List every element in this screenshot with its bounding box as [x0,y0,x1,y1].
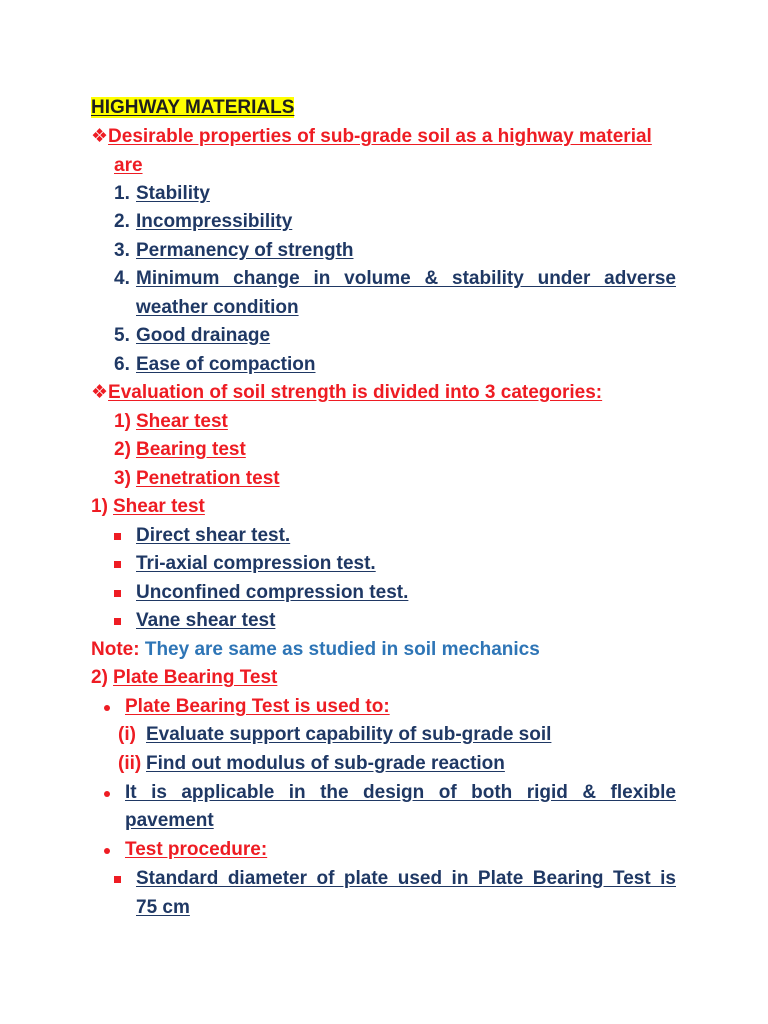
plate-heading: 2) Plate Bearing Test [91,667,278,688]
square-bullet-icon [114,618,121,625]
list-item: (ii) Find out modulus of sub-grade reaction [118,753,505,774]
list-item: 2) Bearing test [114,439,246,460]
title-text: HIGHWAY MATERIALS [91,97,295,118]
list-item: (i) Evaluate support capability of sub-grade soil [118,724,552,745]
round-bullet-icon [104,791,110,797]
shear-heading: 1) Shear test [91,496,205,517]
diamond-bullet-icon: ❖ [91,382,109,403]
section1-heading: ❖Desirable properties of sub-grade soil as a highway material [91,126,652,147]
square-bullet-icon [114,533,121,540]
list-item: 1) Shear test [114,411,228,432]
document-page: HIGHWAY MATERIALS ❖Desirable properties of sub-grade soil as a highway material are 1. Stability 2. Incompressibility 3. Permanency of strength 4. Minimum change in volume & stability under adverse weather condition 5. Good drainage 6. Ease of compaction ❖Evaluation of soil strength is divided into 3 categories: 1) Shear test 2) Bearing test 3) Penetration test 1) Shear test Direct shear test. Tri-axial compression test. Unconfined compression test. Vane shear test Note: They are same as studied in soil mechanics 2) Plate Bearing Test Plate Bearing Test is used to: (i) Evaluate support capability of sub-grade soil (ii) Find out modulus of sub-grade reaction It is applicable in the design of both rigid & flexible pavement Test procedure: Standard diameter of plate used in Plate Bearing Test is 75 cm [91,97,676,918]
diamond-bullet-icon: ❖ [91,126,109,147]
list-item-text: It is applicable in the design of both rigid & flexible [125,782,676,803]
list-item: 3. Permanency of strength [114,240,354,261]
list-item: 6. Ease of compaction [114,354,316,375]
round-bullet-icon [104,705,110,711]
note: Note: They are same as studied in soil mechanics [91,639,540,660]
list-item: 3) Penetration test [114,468,280,489]
list-item-text: Standard diameter of plate used in Plate Bearing Test is [136,868,676,889]
list-item: 2. Incompressibility [114,211,293,232]
list-item-cont: pavement [125,810,214,831]
list-item-cont: 75 cm [136,897,190,918]
list-item-text: Minimum change in volume & stability under adverse [136,268,676,289]
page-title [91,96,294,120]
square-bullet-icon [114,876,121,883]
section2-heading: ❖Evaluation of soil strength is divided into 3 categories: [91,382,603,403]
round-bullet-icon [104,848,110,854]
section1-heading-cont: are [114,155,143,176]
list-item: 4. [114,268,130,289]
list-item-cont: weather condition [136,297,299,318]
square-bullet-icon [114,561,121,568]
square-bullet-icon [114,590,121,597]
list-item: 5. Good drainage [114,325,271,346]
list-item: 1. Stability [114,183,210,204]
